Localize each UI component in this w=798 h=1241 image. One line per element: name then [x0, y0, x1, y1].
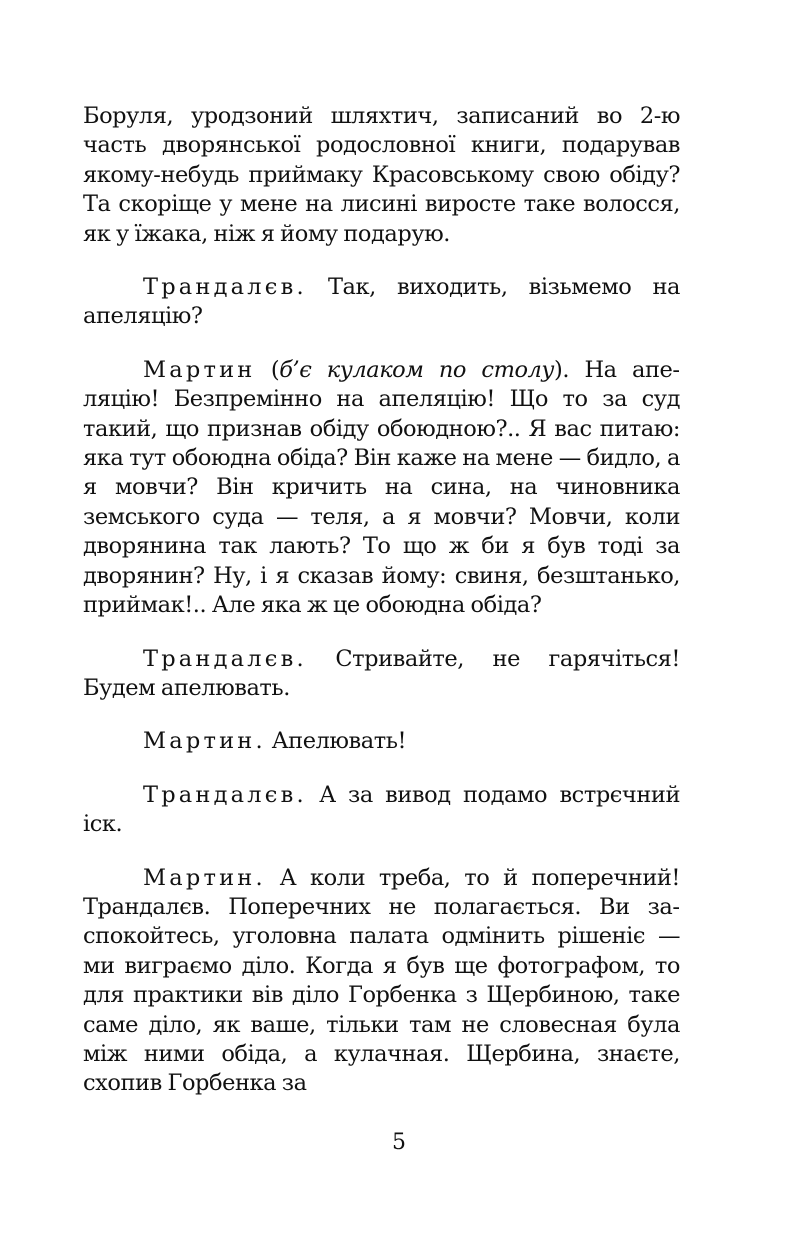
speech-text: На апеляцію! Безпремінно на апеляцію! Що то за суд такий, що признав обіду обоюдною?.. Я вас питаю: яка тут обоюдна обіда? Він каже на мене — бидло, а я мовчи? Він кричить на сина, на чиновника земського суда — теля, а я мовчи? Мовчи, коли дворянина так лають? То що ж би я був тоді за дворянин? Ну, і я сказав йому: свиня, безштанько, приймак!.. Але яка ж це обоюдна обіда?	[83, 356, 681, 619]
speaker-name: Мартин	[143, 356, 256, 383]
speech-text: Апелювать!	[271, 728, 407, 755]
speech-text: Так, виходить, візьмемо на апеляцію?	[83, 274, 681, 330]
dialogue-paragraph	[83, 645, 680, 704]
stage-direction: б’є кулаком по столу	[279, 356, 555, 383]
speaker-name: Мартин.	[143, 864, 266, 891]
dialogue-paragraph	[83, 864, 680, 1099]
speech-text: А за вивод подамо встрєчний іск.	[83, 781, 680, 838]
paragraph-text: Боруля, уродзоний шляхтич, записаний во 2-ю часть дворянської родословної книги, подарував якому-небудь приймаку Красовському свою обіду? Та скоріще у мене на лисині виросте таке волосся, як у їжака, ніж я йому подарую.	[83, 103, 680, 247]
dialogue-paragraph	[83, 273, 680, 332]
stage-direction-close: ).	[554, 356, 570, 383]
paragraph-continuation	[83, 102, 680, 249]
speech-text: Стривайте, не гарячіться! Будем апелювать.	[83, 645, 681, 701]
speaker-name: Трандалєв.	[143, 781, 307, 808]
stage-direction-open: (	[270, 356, 280, 383]
dialogue-paragraph	[83, 727, 680, 756]
page-text-column	[83, 102, 680, 1123]
speaker-name: Трандалєв.	[143, 274, 307, 301]
speaker-name: Трандалєв.	[143, 645, 307, 672]
speech-text: А коли треба, то й поперечний! Трандалєв. Поперечних не полагається. Ви заспокойтесь, уголовна палата одмінить рішеніє — ми виграємо діло. Когда я був ще фотографом, то для практики вів діло Горбенка з Щербиною, таке саме діло, як ваше, тільки там не словесная була між ними обіда, а кулачная. Щербина, знаєте, схопив Горбенка за	[83, 864, 681, 1097]
dialogue-paragraph	[83, 781, 680, 840]
page-number: 5	[392, 1130, 406, 1155]
dialogue-paragraph	[83, 356, 680, 621]
speaker-name: Мартин.	[143, 728, 266, 755]
